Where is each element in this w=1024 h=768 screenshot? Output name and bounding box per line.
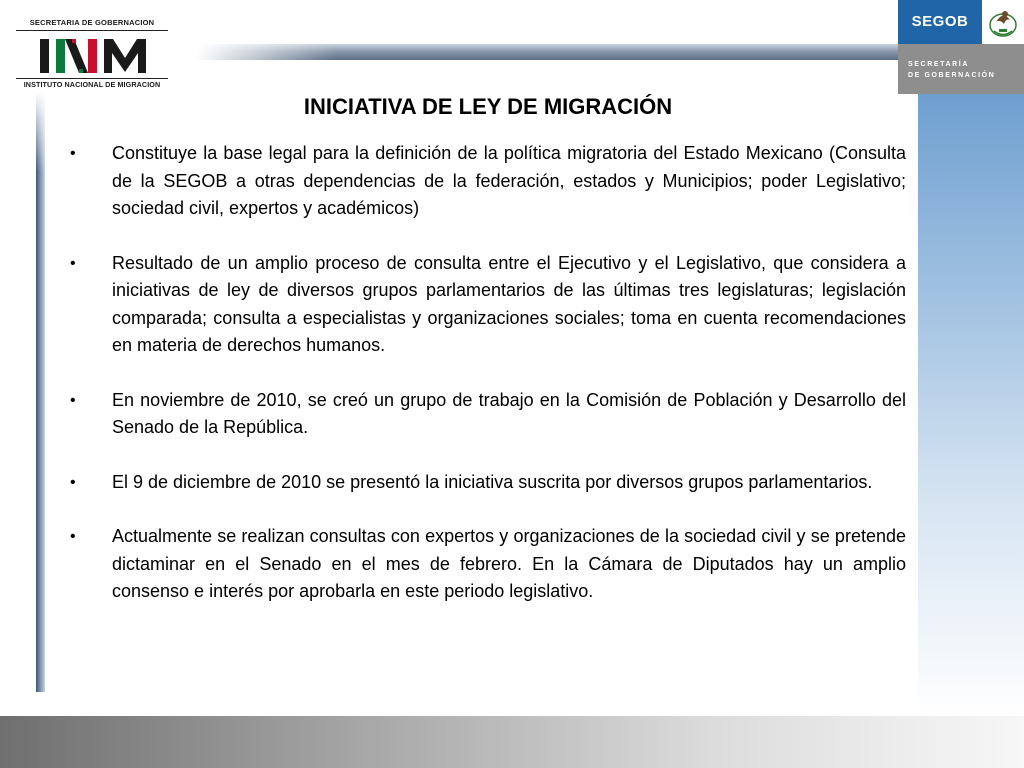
segob-subtitle-line-2: DE GOBERNACIÓN [908,72,996,79]
segob-label: SEGOB [898,0,982,44]
slide-title: INICIATIVA DE LEY DE MIGRACIÓN [303,94,673,119]
bullet-point-icon: • [70,391,76,409]
bullet-text: El 9 de diciembre de 2010 se presentó la iniciativa suscrita por diversos grupos parlamentarios. [112,471,873,492]
top-bar-fade [196,44,336,60]
left-decorative-bar [36,92,45,692]
inm-secretaria-label: SECRETARIA DE GOBERNACION [29,18,155,27]
bullet-text: Constituye la base legal para la definición de la política migratoria del Estado Mexicano (Consulta de la SEGOB a otras dependencias de la federación, estados y Municipios; poder Legislativo; sociedad civil, expertos y académicos) [112,143,906,218]
bullet-point-icon: • [70,473,76,491]
segob-subtitle [908,59,1020,81]
bullet-item [62,469,906,497]
left-bar-fade [36,92,45,172]
eagle-emblem-graphic [982,0,1024,44]
bullet-point-icon: • [70,254,76,272]
bullet-item [62,387,906,442]
bullet-item [62,250,906,360]
bullet-item [62,523,906,606]
right-gradient-panel [918,94,1024,716]
bullet-text: Actualmente se realizan consultas con expertos y organizaciones de la sociedad civil y se pretende dictaminar en el Senado en el mes de febrero. En la Cámara de Diputados hay un amplio consenso e interés por aprobarla en este periodo legislativo. [112,526,906,601]
bullet-item [62,140,906,223]
inm-logo [16,18,168,90]
inm-logo-divider-top [16,30,168,31]
bullet-point-icon: • [70,528,76,545]
segob-logo [898,0,1024,94]
bullet-list [62,140,906,633]
inm-logo-mark-icon [36,36,156,76]
inm-logo-divider-bottom [16,78,168,79]
eagle-emblem-icon [982,0,1024,44]
segob-subtitle-line-1: SECRETARÍA [908,61,969,68]
bullet-text: En noviembre de 2010, se creó un grupo de trabajo en la Comisión de Población y Desarrollo del Senado de la República. [112,389,906,437]
bullet-text: Resultado de un amplio proceso de consulta entre el Ejecutivo y el Legislativo, que considera a iniciativas de ley de diversos grupos parlamentarios de las últimas tres legislaturas; legislación comparada; consulta a especialistas y organizaciones sociales; toma en cuenta recomendaciones en materia de derechos humanos. [112,252,906,355]
inm-institution-name: INSTITUTO NACIONAL DE MIGRACION [23,80,161,89]
bottom-gradient-band [0,716,1024,768]
bullet-point-icon: • [70,145,76,162]
